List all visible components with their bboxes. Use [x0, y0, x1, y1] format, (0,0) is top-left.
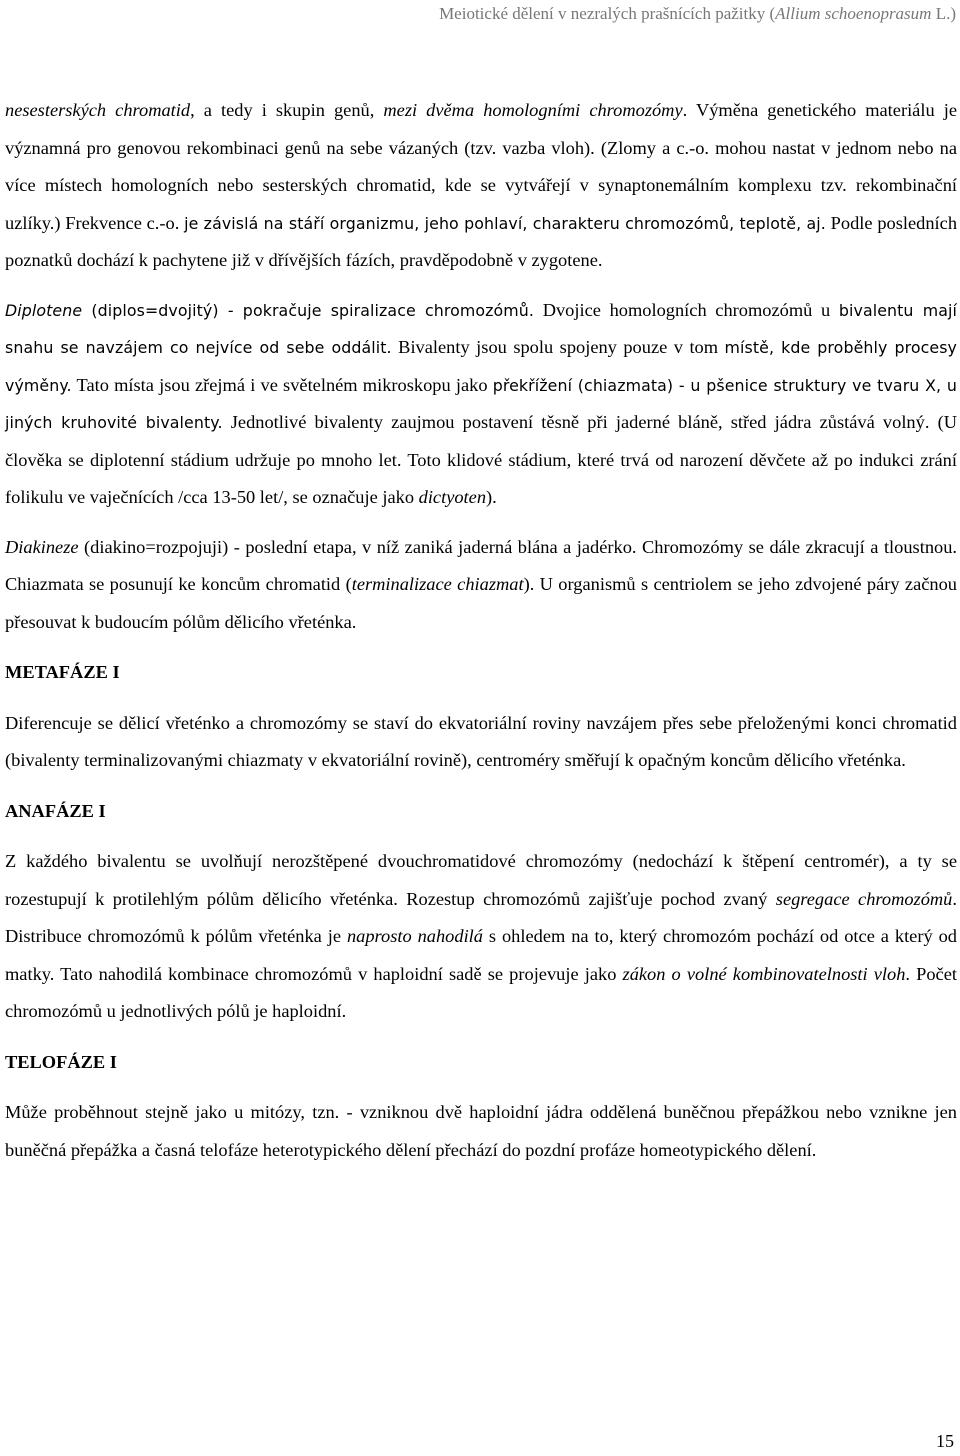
heading-anaphase: ANAFÁZE I [5, 800, 106, 821]
text-span: Dvojice homologních chromozómů u [534, 299, 839, 320]
text-span: Podle posledních poznatků dochází k pachytene již v dřívějších fázích, pravděpodobně v zygotene. [5, 212, 958, 270]
text-span: Tato místa jsou zřejmá i ve světelném mikroskopu jako [71, 374, 493, 395]
heading-telophase: TELOFÁZE I [5, 1051, 117, 1072]
paragraph-diplotene [5, 292, 957, 517]
text-span: Bivalenty jsou spolu spojeny pouze v tom [391, 337, 725, 357]
text-span: ). [486, 487, 497, 507]
text-span: Jednotlivé bivalenty zaujmou postavení těsně při jaderné bláně, střed jádra zůstává volný. (U člověka se diplotenní stádium udržuje po mnoho let. Toto klidové stádium, které trvá od narození děvčete až po indukci zrání folikulu ve vaječnících /cca 13-50 let/, se označuje jako [5, 412, 957, 507]
term-dictyoten: dictyoten [418, 487, 487, 507]
paragraph-telophase: Může proběhnout stejně jako u mitózy, tzn. - vzniknou dvě haploidní jádra oddělená buněčnou přepážkou nebo vznikne jen buněčná přepážka a časná telofáze heterotypického dělení přechází do pozdní profáze homeotypického dělení. [5, 1102, 957, 1160]
paragraph-metaphase: Diferencuje se dělicí vřeténko a chromozómy se staví do ekvatoriální roviny navzájem přes sebe přeloženými konci chromatid (bivalenty terminalizovanými chiazmaty v ekvatoriální rovině), centroméry směřují k opačným koncům dělicího vřeténka. [5, 712, 957, 770]
term-between-homologs: mezi dvěma homologními chromozómy [383, 100, 683, 120]
running-title-suffix: L.) [931, 4, 956, 23]
running-title-species: Allium schoenoprasum [775, 4, 932, 23]
term-diakineze: Diakineze [5, 536, 79, 557]
running-header [439, 4, 956, 24]
page-body [5, 92, 957, 1169]
text-span: . Počet chromozómů u jednotlivých pólů je haploidní. [5, 963, 957, 1021]
term-random: naprosto nahodilá [346, 926, 483, 946]
text-span: Z každého bivalentu se uvolňují nerozštěpené dvouchromatidové chromozómy (nedochází k štěpení centromér), a ty se rozestupují k protilehlým pólům dělicího vřeténka. Rozestup chromozómů zajišťuje pochod zvaný [5, 851, 957, 909]
term-segregation: segregace chromozómů [775, 888, 953, 909]
text-span: . Distribuce chromozómů k pólům vřeténka je [5, 888, 957, 946]
text-span: (diplos=dvojitý) - pokračuje spiralizace chromozómů. [82, 300, 535, 320]
text-span: je závislá na stáří organizmu, jeho pohlaví, charakteru chromozómů, teplotě, aj. [184, 213, 826, 233]
term-independent-assortment: zákon o volné kombinovatelnosti vloh [622, 963, 906, 984]
running-title-prefix: Meiotické dělení v nezralých prašnících pažitky ( [439, 4, 776, 23]
term-diplotene: Diplotene [5, 300, 83, 320]
text-span: (diakino=rozpojuji) - poslední etapa, v níž zaniká jaderná blána a jadérko. Chromozómy se dále zkracují a tloustnou. Chiazmata se posunují ke koncům chromatid ( [5, 536, 957, 594]
text-span: místě, kde proběhly procesy výměny. [5, 338, 957, 395]
paragraph-anaphase [5, 843, 957, 1031]
paragraph-continuation [5, 92, 957, 280]
text-span: , a tedy i skupin genů, [190, 100, 384, 120]
page-number: 15 [936, 1431, 954, 1451]
term-terminalization: terminalizace chiazmat [351, 574, 524, 594]
text-span: ). U organismů s centriolem se jeho zdvojené páry začnou přesouvat k budoucím pólům dělicího vřeténka. [5, 574, 957, 632]
text-span: . Výměna genetického materiálu je významná pro genovou rekombinaci genů na sebe vázaných (tzv. vazba vloh). (Zlomy a c.-o. mohou nastat v jednom nebo na více místech homologních nebo sesterských chromatid, kde se vytvářejí v synaptonemálním komplexu tzv. rekombinační uzlíky.) Frekvence c.-o. [5, 100, 957, 233]
heading-metaphase: METAFÁZE I [5, 662, 120, 682]
text-span: s ohledem na to, který chromozóm pochází od otce a který od matky. Tato nahodilá kombinace chromozómů v haploidní sadě se projevuje jako [5, 926, 957, 984]
term-nonsister-chromatids: nesesterských chromatid [5, 100, 191, 120]
text-span: bivalentu mají snahu se navzájem co nejvíce od sebe oddálit. [5, 300, 957, 357]
text-span: překřížení (chiazmata) - u pšenice struktury ve tvaru X, u jiných kruhovité bivalenty. [5, 375, 957, 432]
paragraph-diakineze [5, 529, 957, 642]
